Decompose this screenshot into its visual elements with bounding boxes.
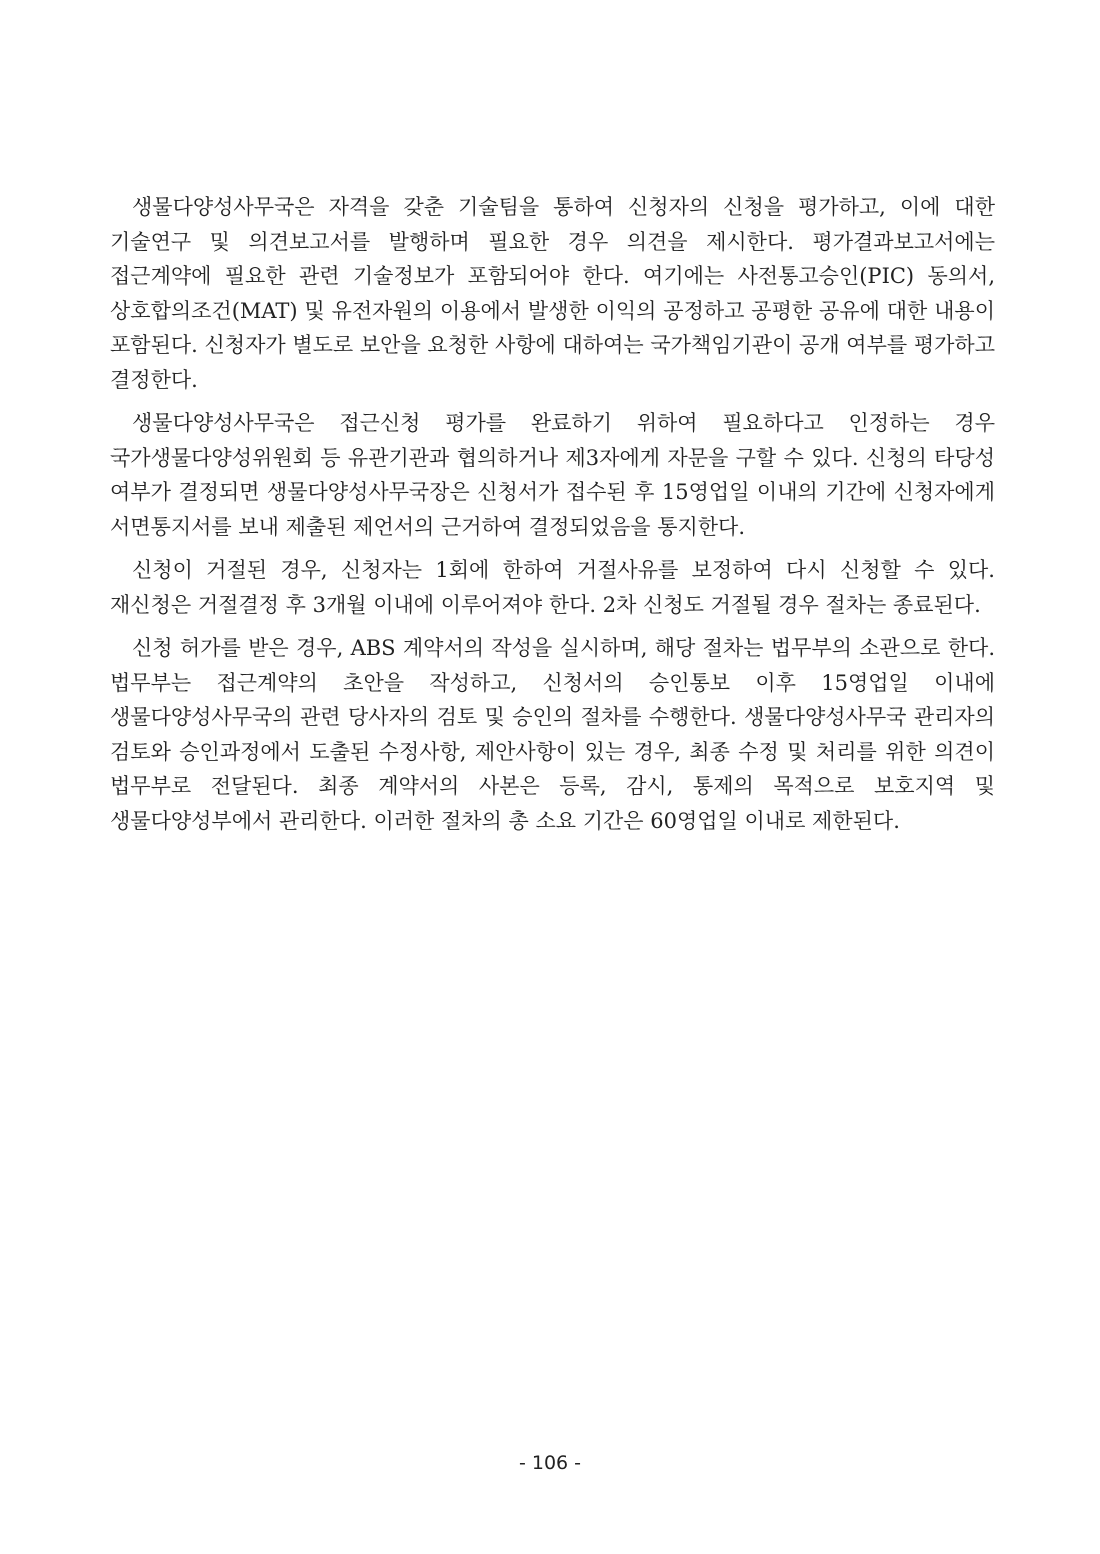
page-number: - 106 - bbox=[518, 1452, 582, 1474]
paragraph-consultation-notice: 생물다양성사무국은 접근신청 평가를 완료하기 위하여 필요하다고 인정하는 경우 국가생물다양성위원회 등 유관기관과 협의하거나 제3자에게 자문을 구할 수 있다. 신청의 타당성 여부가 결정되면 생물다양성사무국장은 신청서가 접수된 후 15영업일 이내의 기간에 신청자에게 서면통지서를 보내 제출된 제언서의 근거하여 결정되었음을 통지한다. bbox=[110, 411, 995, 539]
body-text bbox=[110, 190, 995, 847]
paragraph-abs-contract: 신청 허가를 받은 경우, ABS 계약서의 작성을 실시하며, 해당 절차는 법무부의 소관으로 한다. 법무부는 접근계약의 초안을 작성하고, 신청서의 승인통보 이후 15영업일 이내에 생물다양성사무국의 관련 당사자의 검토 및 승인의 절차를 수행한다. 생물다양성사무국 관리자의 검토와 승인과정에서 도출된 수정사항, 제안사항이 있는 경우, 최종 수정 및 처리를 위한 의견이 법무부로 전달된다. 최종 계약서의 사본은 등록, 감시, 통제의 목적으로 보호지역 및 생물다양성부에서 관리한다. 이러한 절차의 총 소요 기간은 60영업일 이내로 제한된다. bbox=[110, 636, 995, 833]
paragraph-technical-review: 생물다양성사무국은 자격을 갖춘 기술팀을 통하여 신청자의 신청을 평가하고, 이에 대한 기술연구 및 의견보고서를 발행하며 필요한 경우 의견을 제시한다. 평가결과보고서에는 접근계약에 필요한 관련 기술정보가 포함되어야 한다. 여기에는 사전통고승인(PIC) 동의서, 상호합의조건(MAT) 및 유전자원의 이용에서 발생한 이익의 공정하고 공평한 공유에 대한 내용이 포함된다. 신청자가 별도로 보안을 요청한 사항에 대하여는 국가책임기관이 공개 여부를 평가하고 결정한다. bbox=[110, 195, 995, 392]
paragraph-rejection-reapply: 신청이 거절된 경우, 신청자는 1회에 한하여 거절사유를 보정하여 다시 신청할 수 있다. 재신청은 거절결정 후 3개월 이내에 이루어져야 한다. 2차 신청도 거절될 경우 절차는 종료된다. bbox=[110, 558, 995, 617]
